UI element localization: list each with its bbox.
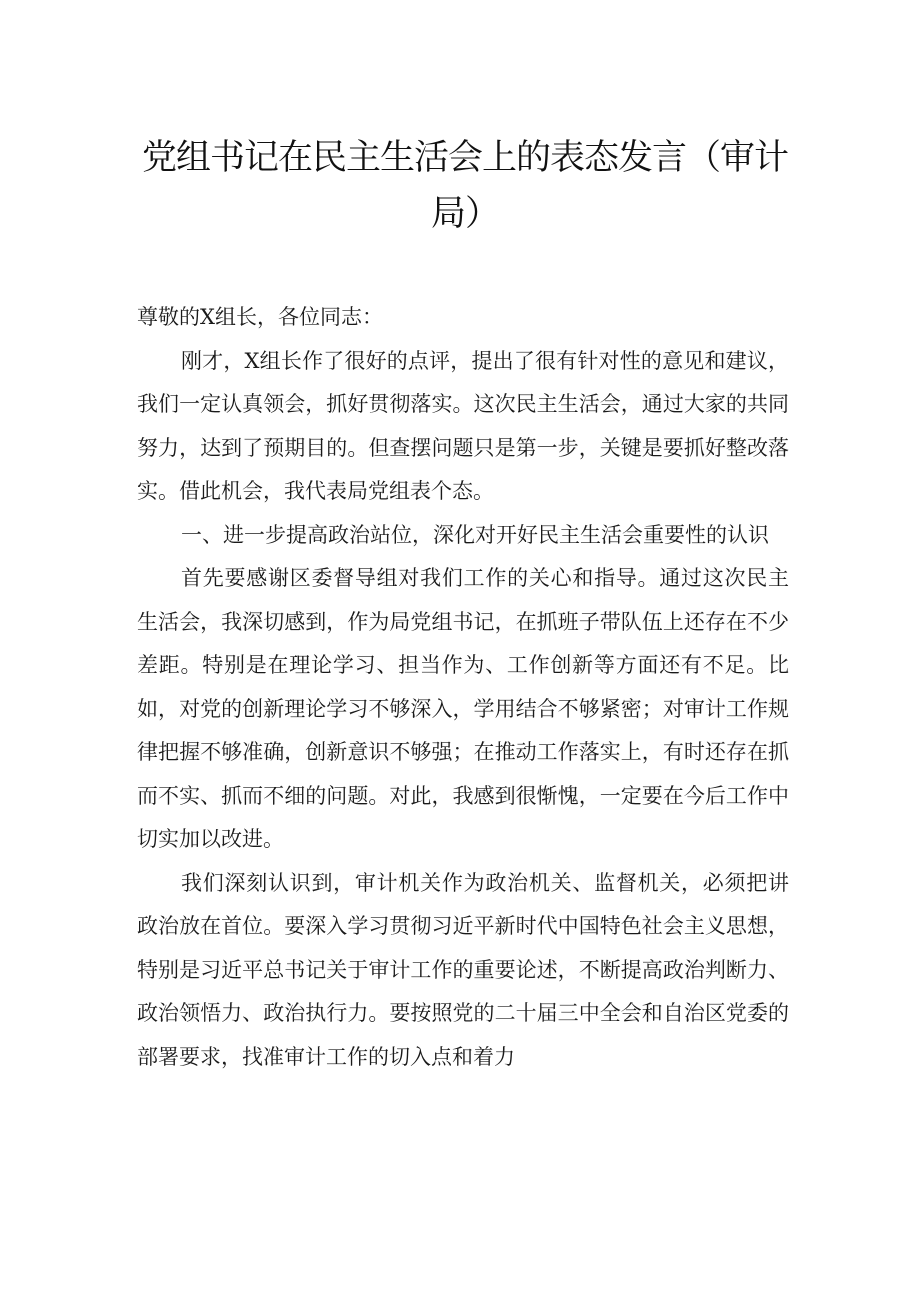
paragraph-opening: 刚才，X组长作了很好的点评，提出了很有针对性的意见和建议，我们一定认真领会，抓好贯彻落实。这次民主生活会，通过大家的共同努力，达到了预期目的。但查摆问题只是第一步，关键是要抓好整改落实。借此机会，我代表局党组表个态。: [137, 348, 789, 503]
paragraph-political-awareness: 我们深刻认识到，审计机关作为政治机关、监督机关，必须把讲政治放在首位。要深入学习贯彻习近平新时代中国特色社会主义思想，特别是习近平总书记关于审计工作的重要论述，不断提高政治判断力、政治领悟力、政治执行力。要按照党的二十届三中全会和自治区党委的部署要求，找准审计工作的切入点和着力: [137, 870, 789, 1069]
document-title: 党组书记在民主生活会上的表态发言（审计局）: [141, 138, 788, 234]
salutation: 尊敬的X组长，各位同志：: [137, 305, 383, 329]
section-heading-1: 一、进一步提高政治站位，深化对开好民主生活会重要性的认识: [181, 522, 769, 547]
document-body: [137, 296, 789, 1079]
paragraph-self-reflection: 首先要感谢区委督导组对我们工作的关心和指导。通过这次民主生活会，我深切感到，作为局党组书记，在抓班子带队伍上还存在不少差距。特别是在理论学习、担当作为、工作创新等方面还有不足。比如，对党的创新理论学习不够深入，学用结合不够紧密；对审计工作规律把握不够准确，创新意识不够强；在推动工作落实上，有时还存在抓而不实、抓而不细的问题。对此，我感到很惭愧，一定要在今后工作中切实加以改进。: [137, 566, 789, 851]
